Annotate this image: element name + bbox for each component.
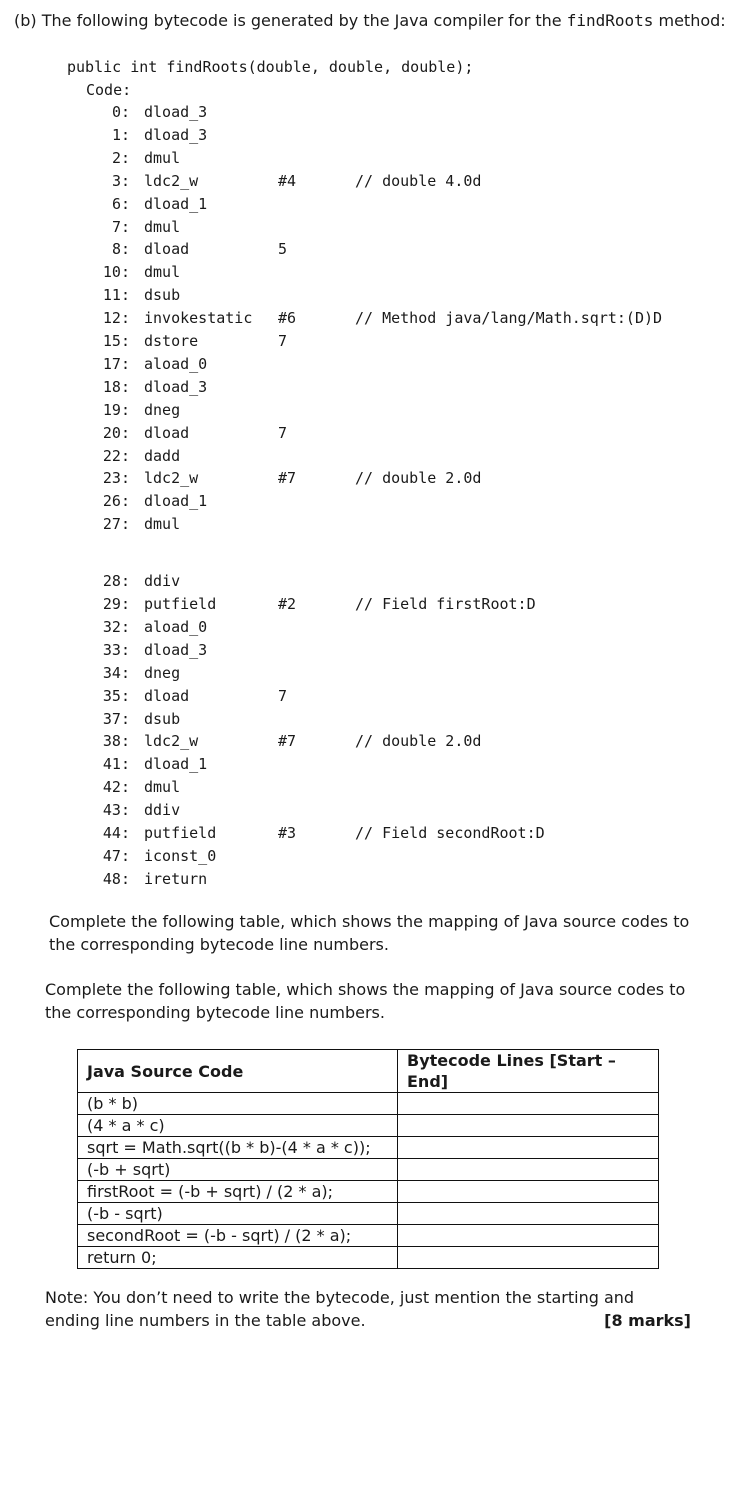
bytecode-comment: // Field secondRoot:D [355, 824, 545, 842]
source-code-cell: (-b - sqrt) [78, 1203, 398, 1225]
bytecode-line [0, 687, 700, 709]
bytecode-instruction: dstore [144, 332, 199, 350]
question-intro-suffix: method: [658, 11, 726, 30]
instructions-paragraph-2: Complete the following table, which shows the mapping of Java source codes to the corresponding bytecode line numbers. [45, 980, 686, 1022]
table-row [78, 1115, 659, 1137]
bytecode-line [0, 378, 700, 400]
bytecode-offset: 44: [102, 824, 130, 842]
bytecode-lines-cell[interactable] [398, 1137, 659, 1159]
source-code-cell: secondRoot = (-b - sqrt) / (2 * a); [78, 1225, 398, 1247]
bytecode-instruction: ireturn [144, 869, 208, 888]
bytecode-line [0, 103, 700, 125]
bytecode-instruction: dload_3 [144, 125, 208, 144]
bytecode-offset: 0: [111, 103, 130, 121]
source-code-cell: firstRoot = (-b + sqrt) / (2 * a); [78, 1181, 398, 1203]
bytecode-line [0, 355, 700, 377]
table-row [78, 1203, 659, 1225]
bytecode-line [0, 126, 700, 148]
bytecode-instruction: dload_1 [144, 194, 208, 213]
bytecode-lines-cell[interactable] [398, 1093, 659, 1115]
bytecode-argument: #7 [278, 732, 297, 751]
bytecode-instruction: dsub [144, 709, 181, 728]
table-row [78, 1159, 659, 1181]
bytecode-instruction: dload_3 [144, 640, 208, 659]
bytecode-line [0, 778, 700, 800]
bytecode-instruction: ldc2_w [144, 732, 199, 751]
bytecode-offset: 3: [111, 171, 130, 190]
bytecode-offset: 15: [102, 332, 130, 350]
bytecode-line [0, 595, 700, 617]
bytecode-offset: 17: [102, 354, 130, 373]
bytecode-offset: 43: [102, 801, 130, 820]
bytecode-lines-cell[interactable] [398, 1247, 659, 1269]
bytecode-lines-cell[interactable] [398, 1181, 659, 1203]
bytecode-line [0, 286, 700, 308]
bytecode-instruction: dmul [144, 778, 181, 797]
bytecode-line [0, 218, 700, 240]
bytecode-argument: #7 [278, 469, 297, 488]
bytecode-line [0, 447, 700, 469]
question-intro [14, 11, 726, 30]
question-intro-text: The following bytecode is generated by the Java compiler for the [41, 11, 562, 30]
bytecode-line [0, 847, 700, 869]
bytecode-offset: 23: [102, 469, 130, 488]
bytecode-offset: 20: [102, 423, 130, 442]
bytecode-instruction: iconst_0 [144, 846, 217, 865]
bytecode-line [0, 618, 700, 640]
bytecode-offset: 11: [102, 286, 130, 305]
bytecode-offset: 2: [111, 148, 130, 167]
bytecode-line [0, 515, 700, 537]
bytecode-offset: 41: [102, 755, 130, 774]
bytecode-line [0, 801, 700, 823]
code-label: Code: [86, 81, 132, 99]
bytecode-instruction: dneg [144, 400, 181, 419]
bytecode-instruction: dmul [144, 263, 181, 282]
bytecode-offset: 27: [102, 515, 130, 534]
bytecode-instruction: dload_3 [144, 103, 208, 121]
note-text: Note: You don’t need to write the bytecode, just mention the starting and ending line numbers in the table above. [45, 1288, 635, 1330]
bytecode-lines-cell[interactable] [398, 1159, 659, 1181]
bytecode-lines-cell[interactable] [398, 1203, 659, 1225]
bytecode-line [0, 240, 700, 262]
bytecode-offset: 29: [102, 595, 130, 613]
bytecode-offset: 38: [102, 732, 130, 751]
bytecode-offset: 47: [102, 846, 130, 865]
bytecode-offset: 37: [102, 709, 130, 728]
bytecode-offset: 10: [102, 263, 130, 282]
source-code-cell: (-b + sqrt) [78, 1159, 398, 1181]
bytecode-instruction: dneg [144, 663, 181, 682]
bytecode-instruction: ldc2_w [144, 469, 199, 488]
bytecode-offset: 18: [102, 377, 130, 396]
bytecode-offset: 12: [102, 309, 130, 328]
bytecode-line [0, 824, 700, 846]
bytecode-offset: 35: [102, 686, 130, 705]
bytecode-instruction: dload_3 [144, 377, 208, 396]
bytecode-line [0, 732, 700, 754]
bytecode-line [0, 195, 700, 217]
bytecode-argument: #4 [278, 171, 297, 190]
bytecode-comment: // Field firstRoot:D [355, 595, 536, 613]
bytecode-offset: 6: [111, 194, 130, 213]
method-signature: public int findRoots(double, double, double); [67, 58, 474, 76]
bytecode-instruction: ddiv [144, 801, 181, 820]
table-row [78, 1225, 659, 1247]
bytecode-offset: 28: [102, 572, 130, 591]
bytecode-offset: 19: [102, 400, 130, 419]
bytecode-instruction: dload [144, 423, 190, 442]
bytecode-line [0, 149, 700, 171]
bytecode-offset: 32: [102, 617, 130, 636]
table-row [78, 1247, 659, 1269]
note [45, 1286, 691, 1332]
bytecode-argument: 7 [278, 332, 288, 350]
bytecode-offset: 34: [102, 663, 130, 682]
bytecode-offset: 42: [102, 778, 130, 797]
bytecode-offset: 26: [102, 492, 130, 511]
bytecode-instruction: aload_0 [144, 617, 208, 636]
bytecode-instruction: invokestatic [144, 309, 253, 328]
header-java-source: Java Source Code [78, 1050, 398, 1093]
bytecode-instruction: dmul [144, 515, 181, 534]
source-code-cell: (b * b) [78, 1093, 398, 1115]
table-header-row [78, 1050, 659, 1093]
bytecode-argument: 7 [278, 686, 288, 705]
bytecode-line [0, 401, 700, 423]
bytecode-line [0, 332, 700, 354]
bytecode-line [0, 664, 700, 686]
bytecode-argument: 5 [278, 240, 288, 259]
bytecode-instruction: dload [144, 240, 190, 259]
question-label: (b) [14, 11, 37, 30]
bytecode-argument: #2 [278, 595, 297, 613]
bytecode-argument: 7 [278, 423, 288, 442]
source-code-cell: return 0; [78, 1247, 398, 1269]
bytecode-lines-cell[interactable] [398, 1225, 659, 1247]
bytecode-line [0, 710, 700, 732]
bytecode-instruction: ldc2_w [144, 171, 199, 190]
bytecode-instruction: dsub [144, 286, 181, 305]
bytecode-instruction: dadd [144, 446, 181, 465]
bytecode-instruction: putfield [144, 824, 217, 842]
bytecode-line [0, 572, 700, 594]
bytecode-instruction: dload_1 [144, 492, 208, 511]
bytecode-line [0, 263, 700, 285]
bytecode-line [0, 492, 700, 514]
bytecode-instruction: putfield [144, 595, 217, 613]
bytecode-line [0, 469, 700, 491]
bytecode-line [0, 424, 700, 446]
table-body [78, 1093, 659, 1269]
bytecode-offset: 7: [111, 217, 130, 236]
bytecode-offset: 8: [111, 240, 130, 259]
bytecode-offset: 22: [102, 446, 130, 465]
instructions-paragraph-1: Complete the following table, which shows the mapping of Java source codes to the corresponding bytecode line numbers. [49, 912, 690, 954]
source-code-cell: sqrt = Math.sqrt((b * b)-(4 * a * c)); [78, 1137, 398, 1159]
bytecode-line [0, 870, 700, 892]
method-name: findRoots [566, 11, 654, 30]
bytecode-instruction: dload [144, 686, 190, 705]
bytecode-argument: #6 [278, 309, 297, 328]
source-code-cell: (4 * a * c) [78, 1115, 398, 1137]
bytecode-comment: // Method java/lang/Math.sqrt:(D)D [355, 309, 663, 328]
bytecode-instruction: dmul [144, 148, 181, 167]
bytecode-comment: // double 2.0d [355, 732, 482, 751]
bytecode-line [0, 172, 700, 194]
bytecode-line [0, 641, 700, 663]
table-row [78, 1181, 659, 1203]
bytecode-instruction: ddiv [144, 572, 181, 591]
bytecode-offset: 1: [111, 125, 130, 144]
bytecode-lines-cell[interactable] [398, 1115, 659, 1137]
table-row [78, 1137, 659, 1159]
bytecode-offset: 48: [102, 869, 130, 888]
bytecode-instruction: dmul [144, 217, 181, 236]
mapping-table [77, 1049, 659, 1269]
bytecode-comment: // double 2.0d [355, 469, 482, 488]
bytecode-line [0, 309, 700, 331]
table-row [78, 1093, 659, 1115]
bytecode-instruction: dload_1 [144, 755, 208, 774]
marks: [8 marks] [604, 1311, 691, 1330]
bytecode-line [0, 755, 700, 777]
bytecode-offset: 33: [102, 640, 130, 659]
header-bytecode-lines: Bytecode Lines [Start – End] [398, 1050, 659, 1093]
bytecode-instruction: aload_0 [144, 354, 208, 373]
bytecode-comment: // double 4.0d [355, 171, 482, 190]
bytecode-argument: #3 [278, 824, 297, 842]
